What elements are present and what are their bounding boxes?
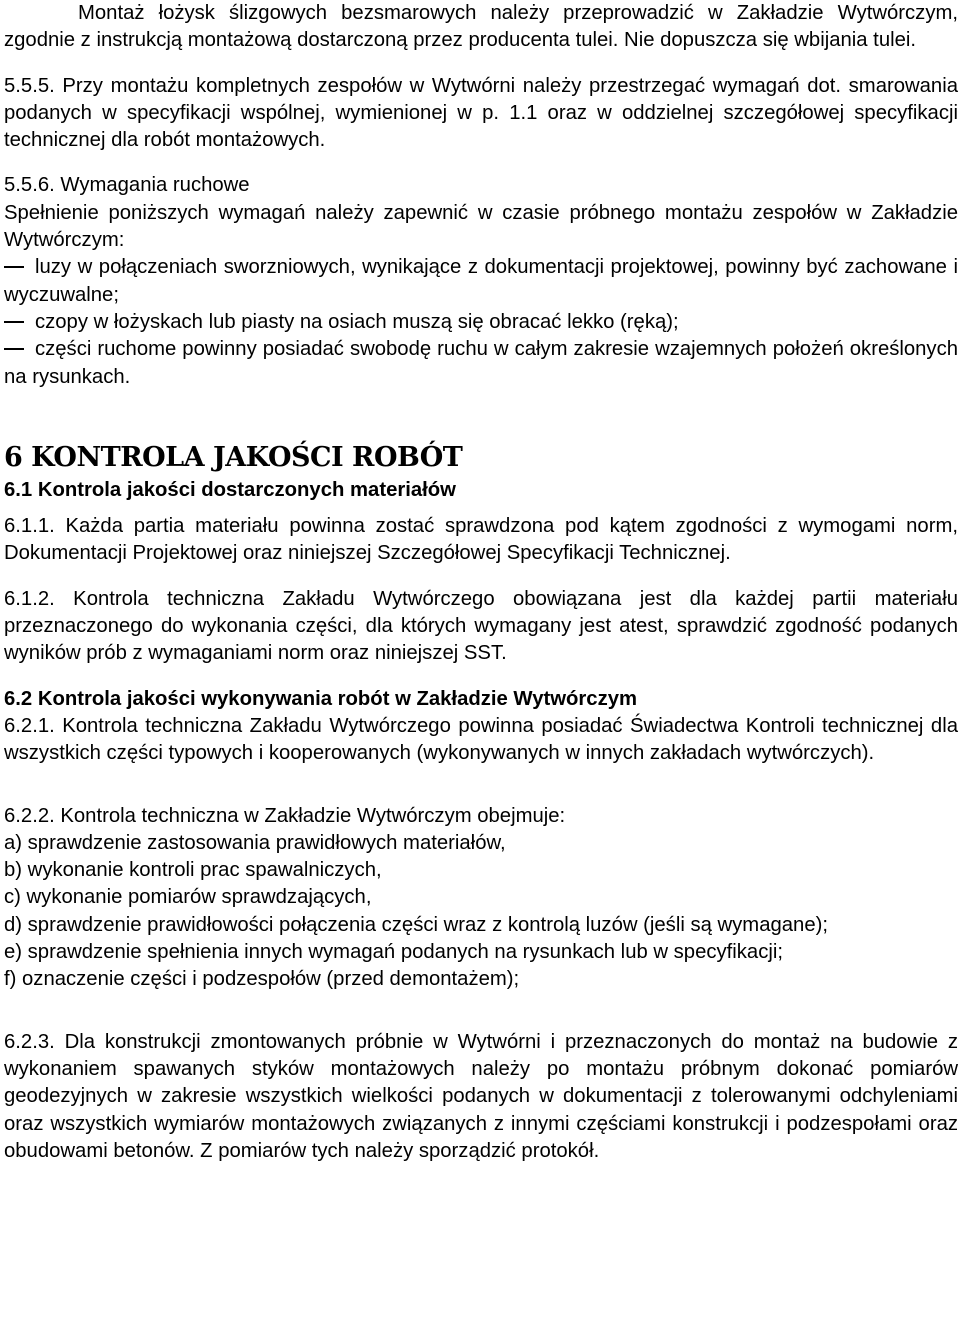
list-item: luzy w połączeniach sworzniowych, wynikające z dokumentacji projektowej, powinny być zachowane i wyczuwalne; [4, 256, 958, 306]
section-6-2-heading: 6.2 Kontrola jakości wykonywania robót w Zakładzie Wytwórczym [4, 687, 638, 710]
paragraph-6-2-3: 6.2.3. Dla konstrukcji zmontowanych próbnie w Wytwórni i przeznaczonych do montaż na budowie z wykonaniem spawanych styków montażowych należy po montażu próbnym dokonać pomiarów geodezyjnych w zakresie wszystkich wielkości podanych w dokumentacji z tolerowanymi odchyleniami oraz wszystkich wymiarów montażowych związanych z innymi częściami konstrukcji i podzespołami oraz obudowami betonów. Z pomiarów tych należy sporządzić protokół. [4, 1030, 958, 1162]
chapter-6-title: 6 KONTROLA JAKOŚCI ROBÓT [4, 441, 463, 473]
list-item: części ruchome powinny posiadać swobodę ruchu w całym zakresie wzajemnych położeń określonych na rysunkach. [4, 338, 958, 388]
dash-bullet-icon [4, 266, 24, 268]
list-item: e) sprawdzenie spełnienia innych wymagań podanych na rysunkach lub w specyfikacji; [4, 941, 783, 964]
dash-bullet-icon [4, 348, 24, 350]
list-item: c) wykonanie pomiarów sprawdzających, [4, 886, 372, 909]
list-item: d) sprawdzenie prawidłowości połączenia części wraz z kontrolą luzów (jeśli są wymagane); [4, 913, 828, 936]
paragraph-6-2-2-lead: 6.2.2. Kontrola techniczna w Zakładzie Wytwórczym obejmuje: [4, 804, 566, 827]
list-item: f) oznaczenie części i podzespołów (przed demontażem); [4, 968, 520, 991]
section-6-1-heading: 6.1 Kontrola jakości dostarczonych materiałów [4, 478, 456, 501]
paragraph-6-2-2 [4, 803, 958, 994]
list-item: czopy w łożyskach lub piasty na osiach muszą się obracać lekko (ręką); [4, 309, 958, 336]
section-5-5-6 [4, 172, 958, 390]
list-item: a) sprawdzenie zastosowania prawidłowych materiałów, [4, 831, 506, 854]
paragraph-6-2-1: 6.2.1. Kontrola techniczna Zakładu Wytwórczego powinna posiadać Świadectwa Kontroli technicznej dla wszystkich części typowych i kooperowanych (wykonywanych w innych zakładach wytwórczych). [4, 714, 958, 765]
paragraph-6-1-1: 6.1.1. Każda partia materiału powinna zostać sprawdzona pod kątem zgodności z wymogami norm, Dokumentacji Projektowej oraz niniejszej Szczegółowej Specyfikacji Technicznej. [4, 515, 958, 565]
intro-paragraph: Montaż łożysk ślizgowych bezsmarowych należy przeprowadzić w Zakładzie Wytwórczym, zgodnie z instrukcją montażową dostarczoną przez producenta tulei. Nie dopuszcza się wbijania tulei. [4, 2, 958, 52]
list-item: b) wykonanie kontroli prac spawalniczych, [4, 859, 382, 882]
section-5-5-6-heading: 5.5.6. Wymagania ruchowe [4, 174, 250, 197]
dash-bullet-icon [4, 321, 24, 323]
section-5-5-6-lead: Spełnienie poniższych wymagań należy zapewnić w czasie próbnego montażu zespołów w Zakładzie Wytwórczym: [4, 201, 958, 252]
paragraph-6-1-2: 6.1.2. Kontrola techniczna Zakładu Wytwórczego obowiązana jest dla każdej partii materiału przeznaczonego do wykonania części, dla których wymagany jest atest, sprawdzić zgodność podanych wyników prób z wymaganiami norm oraz niniejszej SST. [4, 587, 958, 665]
paragraph-5-5-5: 5.5.5. Przy montażu kompletnych zespołów w Wytwórni należy przestrzegać wymagań dot. smarowania podanych w specyfikacji wspólnej, wymienionej w p. 1.1 oraz w oddzielnej szczegółowej specyfikacji technicznej dla robót montażowych. [4, 74, 958, 152]
document-page [4, 0, 958, 1165]
requirements-list [4, 254, 958, 390]
